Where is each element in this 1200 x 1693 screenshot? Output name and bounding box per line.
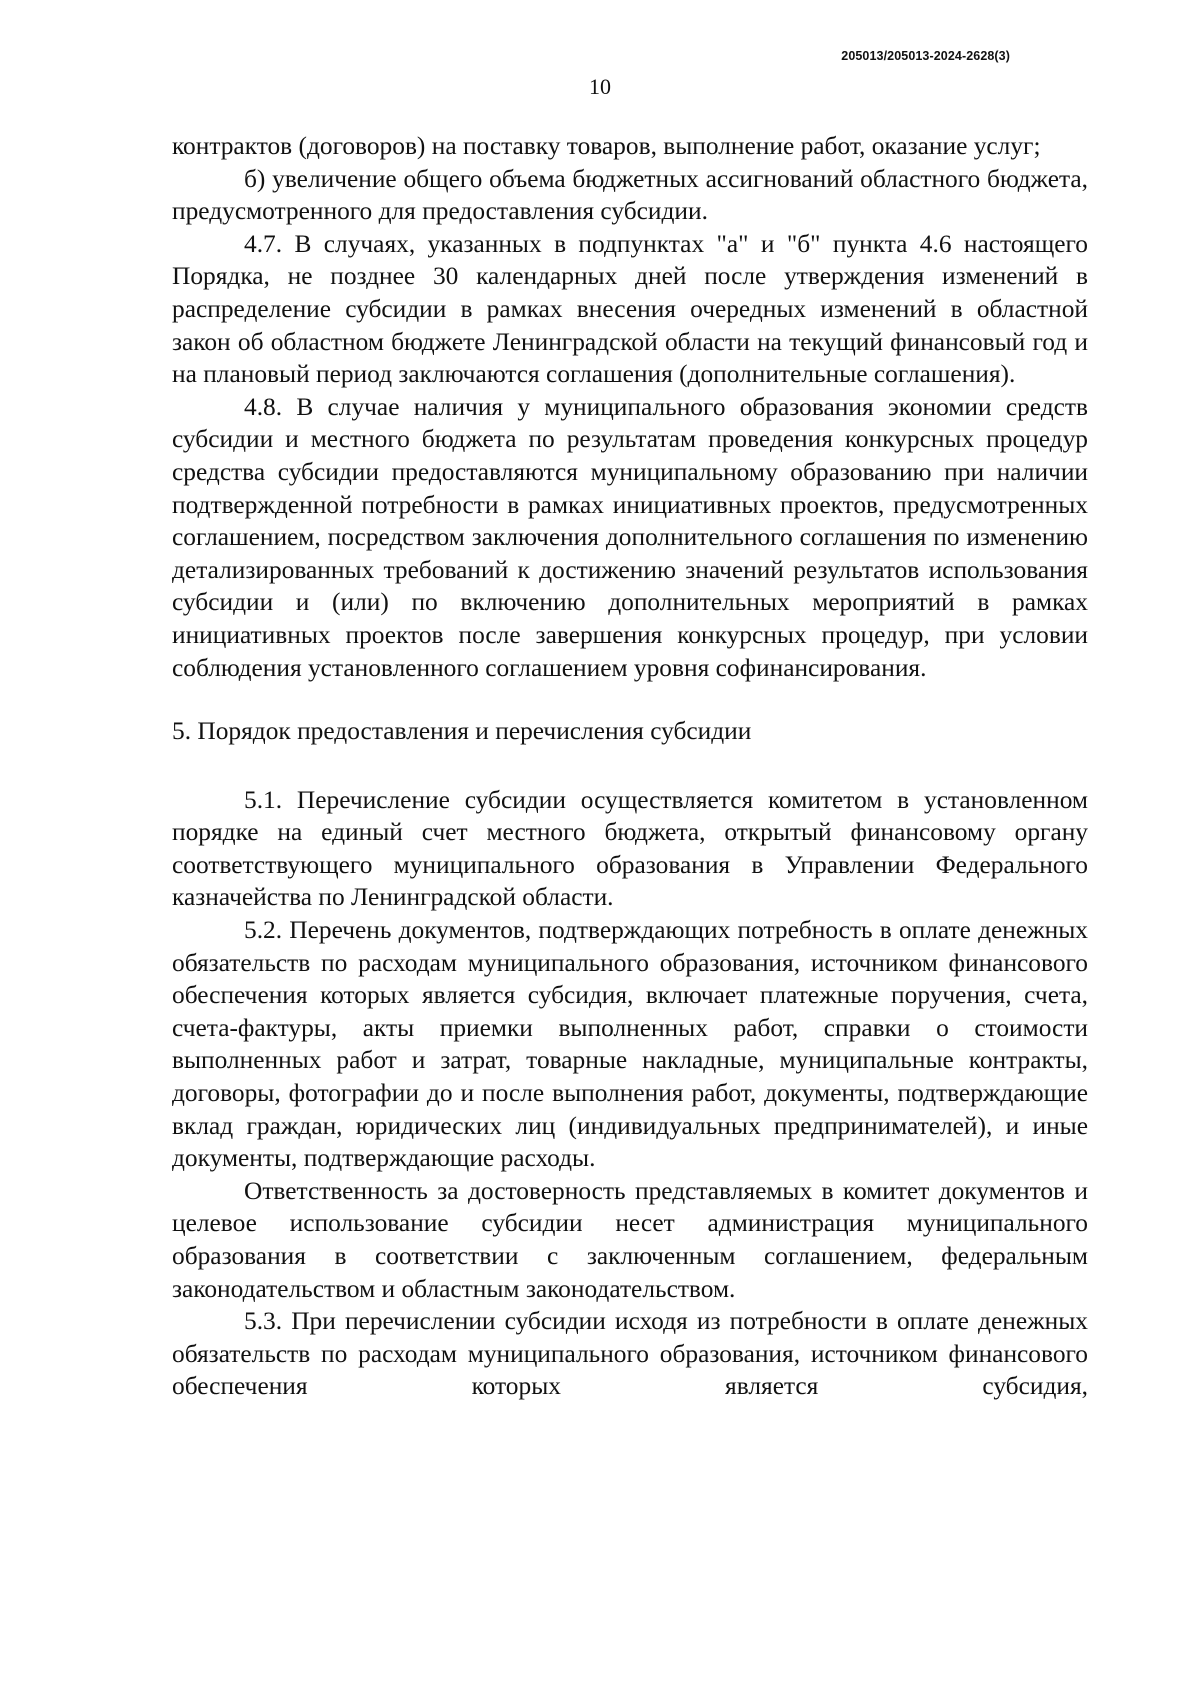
document-id: 205013/205013-2024-2628(3) <box>841 49 1010 63</box>
paragraph-4-7: 4.7. В случаях, указанных в подпунктах "а" и "б" пункта 4.6 настоящего Порядка, не позднее 30 календарных дней после утверждения изменений в распределение субсидии в рамках внесения очередных изменений в областной закон об областном бюджете Ленинградской области на текущий финансовый год и на плановый период заключаются соглашения (дополнительные соглашения). <box>172 229 1088 389</box>
section-heading: 5. Порядок предоставления и перечисления субсидии <box>172 717 752 746</box>
paragraph-5-2: 5.2. Перечень документов, подтверждающих потребность в оплате денежных обязательств по расходам муниципального образования, источником финансового обеспечения которых является субсидия, включает платежные поручения, счета, счета-фактуры, акты приемки выполненных работ, справки о стоимости выполненных работ и затрат, товарные накладные, муниципальные контракты, договоры, фотографии до и после выполнения работ, документы, подтверждающие вклад граждан, юридических лиц (индивидуальных предпринимателей), и иные документы, подтверждающие расходы. <box>172 916 1088 1173</box>
paragraph-5-3: 5.3. При перечислении субсидии исходя из потребности в оплате денежных обязательств по расходам муниципального образования, источником финансового обеспечения которых является субсидия, <box>172 1307 1088 1401</box>
paragraph-contracts-continuation: контрактов (договоров) на поставку товаров, выполнение работ, оказание услуг; <box>172 132 1041 160</box>
paragraph-5-1: 5.1. Перечисление субсидии осуществляется комитетом в установленном порядке на единый счет местного бюджета, открытый финансовому органу соответствующего муниципального образования в Управлении Федерального казначейства по Ленинградской области. <box>172 785 1088 912</box>
paragraph-4-8: 4.8. В случае наличия у муниципального образования экономии средств субсидии и местного бюджета по результатам проведения конкурсных процедур средства субсидии предоставляются муниципальному образованию при наличии подтвержденной потребности в рамках инициативных проектов, предусмотренных соглашением, посредством заключения дополнительного соглашения по изменению детализированных требований к достижению значений результатов использования субсидии и (или) по включению дополнительных мероприятий в рамках инициативных проектов после завершения конкурсных процедур, при условии соблюдения установленного соглашением уровня софинансирования. <box>172 392 1088 682</box>
paragraph-budget-increase: б) увеличение общего объема бюджетных ассигнований областного бюджета, предусмотренного для предоставления субсидии. <box>172 164 1088 226</box>
document-body <box>172 130 1088 1403</box>
page-number: 10 <box>589 74 611 99</box>
paragraph-responsibility: Ответственность за достоверность представляемых в комитет документов и целевое использование субсидии несет администрация муниципального образования в соответствии с заключенным соглашением, федеральным законодательством и областным законодательством. <box>172 1176 1088 1303</box>
